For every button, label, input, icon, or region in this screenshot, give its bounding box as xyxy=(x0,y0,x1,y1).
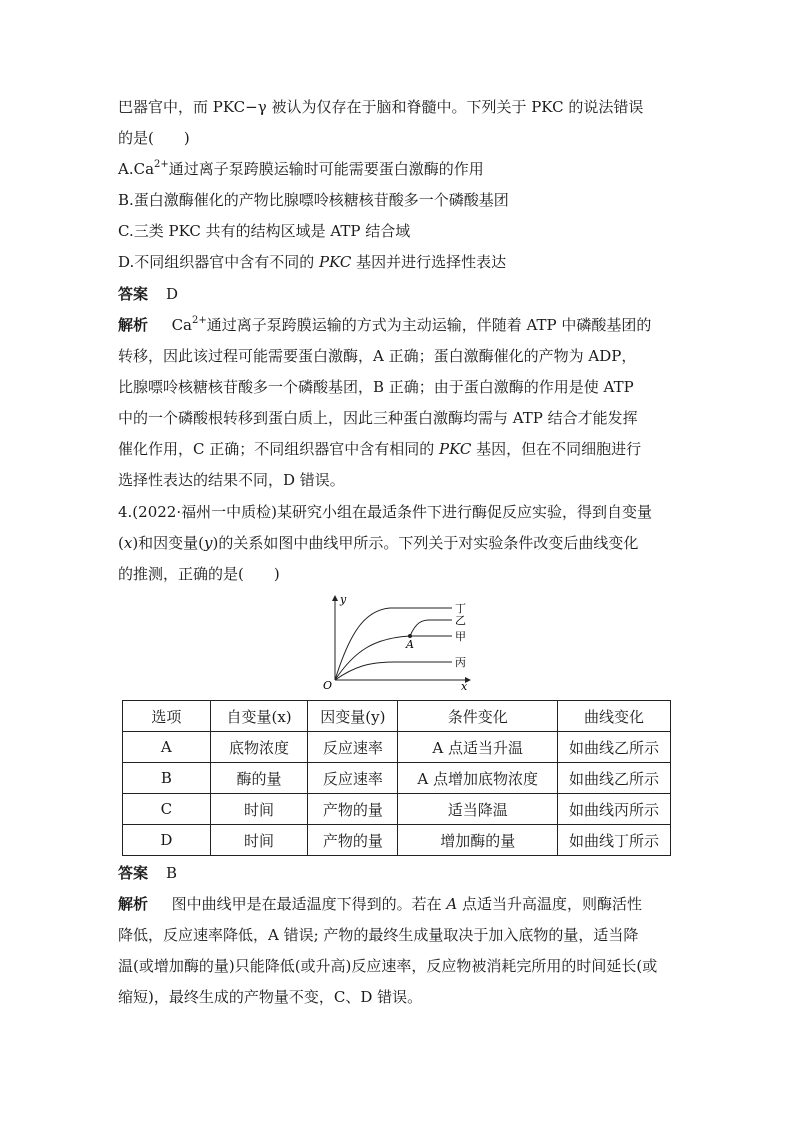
q4-answer xyxy=(118,862,678,884)
enzyme-curve-figure xyxy=(310,592,480,694)
q3-analysis-line-5: 催化作用，C 正确；不同组织器官中含有相同的 PKC 基因，但在不同细胞进行 xyxy=(118,440,642,458)
table-header-cell: 自变量(x) xyxy=(210,701,308,732)
curve-label-yi: 乙 xyxy=(455,614,466,627)
answer-value: D xyxy=(166,285,179,303)
q4-stem-line-1: 4.(2022·福州一中质检)某研究小组在最适条件下进行酶促反应实验，得到自变量 xyxy=(118,503,652,521)
table-header-cell: 曲线变化 xyxy=(558,701,671,732)
curve-yi xyxy=(410,620,452,636)
q4-analysis-line-3: 温(或增加酶的量)只能降低(或升高)反应速率，反应物被消耗完所用的时间延长(或 xyxy=(118,957,658,975)
x-axis-label: x xyxy=(461,680,468,693)
q4-analysis-line-1: 解析 图中曲线甲是在最适温度下得到的。若在 A 点适当升高温度，则酶活性 xyxy=(118,895,642,913)
table-cell: 适当降温 xyxy=(398,794,558,825)
curve-label-bing: 丙 xyxy=(455,656,466,669)
point-a-label: A xyxy=(406,638,414,651)
answer-label: 答案 xyxy=(118,864,149,882)
table-cell: 反应速率 xyxy=(308,763,398,794)
table-header-row xyxy=(123,701,671,732)
q4-analysis-line-2: 降低，反应速率降低，A 错误; 产物的最终生成量取决于加入底物的量，适当降 xyxy=(118,926,639,944)
table-cell: A 点增加底物浓度 xyxy=(398,763,558,794)
table-cell: 底物浓度 xyxy=(210,732,308,763)
q4-stem-line-2: (x)和因变量(y)的关系如图中曲线甲所示。下列关于对实验条件改变后曲线变化 xyxy=(118,534,639,552)
table-cell: 如曲线乙所示 xyxy=(558,763,671,794)
q3-analysis-line-4: 中的一个磷酸根转移到蛋白质上，因此三种蛋白激酶均需与 ATP 结合才能发挥 xyxy=(118,409,638,427)
table-cell: 酶的量 xyxy=(210,763,308,794)
table-header-cell: 因变量(y) xyxy=(308,701,398,732)
q3-answer xyxy=(118,283,678,305)
table-cell: 产物的量 xyxy=(308,825,398,856)
table-cell: 如曲线丁所示 xyxy=(558,825,671,856)
table-cell: D xyxy=(123,825,211,856)
q3-analysis-line-1: 解析 $Ca^{2+}$通过离子泵跨膜运输的方式为主动运输，伴随着 ATP 中磷酸基团的 xyxy=(118,315,652,334)
curve-jia xyxy=(335,636,452,680)
q3-analysis-line-6: 选择性表达的结果不同，D 错误。 xyxy=(118,471,345,489)
answer-label: 答案 xyxy=(118,285,149,303)
table-row xyxy=(123,825,671,856)
y-axis-label: y xyxy=(340,593,347,606)
table-cell: 如曲线丙所示 xyxy=(558,794,671,825)
table-cell: A 点适当升温 xyxy=(398,732,558,763)
q3-option-c: C.三类 PKC 共有的结构区域是 ATP 结合域 xyxy=(118,222,411,240)
table-cell: 如曲线乙所示 xyxy=(558,732,671,763)
table-row xyxy=(123,763,671,794)
table-cell: B xyxy=(123,763,211,794)
q3-analysis-line-3: 比腺嘌呤核糖核苷酸多一个磷酸基团，B 正确；由于蛋白激酶的作用是使 ATP xyxy=(118,378,634,396)
table-cell: C xyxy=(123,794,211,825)
table-row xyxy=(123,732,671,763)
options-table xyxy=(122,700,671,856)
table-cell: 时间 xyxy=(210,794,308,825)
q4-stem-line-3: 的推测，正确的是( ) xyxy=(118,565,280,583)
q3-text-line-2: 的是( ) xyxy=(118,129,190,147)
table-cell: A xyxy=(123,732,211,763)
table-cell: 反应速率 xyxy=(308,732,398,763)
table-cell: 增加酶的量 xyxy=(398,825,558,856)
curve-bing xyxy=(335,662,452,680)
q3-option-a: $A.Ca^{2+}$通过离子泵跨膜运输时可能需要蛋白激酶的作用 xyxy=(118,159,484,178)
q3-analysis-line-2: 转移，因此该过程可能需要蛋白激酶，A 正确；蛋白激酶催化的产物为 ADP， xyxy=(118,347,637,365)
origin-label: O xyxy=(323,679,333,692)
analysis-label: 解析 xyxy=(118,316,149,334)
table-cell: 时间 xyxy=(210,825,308,856)
q4-analysis-line-4: 缩短)，最终生成的产物量不变，C、D 错误。 xyxy=(118,988,423,1006)
table-cell: 产物的量 xyxy=(308,794,398,825)
table-header-cell: 条件变化 xyxy=(398,701,558,732)
q3-option-b: B.蛋白激酶催化的产物比腺嘌呤核糖核苷酸多一个磷酸基团 xyxy=(118,191,509,209)
curve-label-ding: 丁 xyxy=(455,602,466,615)
q3-option-d: D.不同组织器官中含有不同的 PKC 基因并进行选择性表达 xyxy=(118,253,507,271)
curve-label-jia: 甲 xyxy=(455,630,466,643)
table-header-cell: 选项 xyxy=(123,701,211,732)
curve-ding xyxy=(335,608,452,680)
analysis-label: 解析 xyxy=(118,895,149,913)
answer-value: B xyxy=(166,864,178,882)
q3-text-line-1: 巴器官中，而 PKC−γ 被认为仅存在于脑和脊髓中。下列关于 PKC 的说法错误 xyxy=(118,98,644,116)
table-row xyxy=(123,794,671,825)
